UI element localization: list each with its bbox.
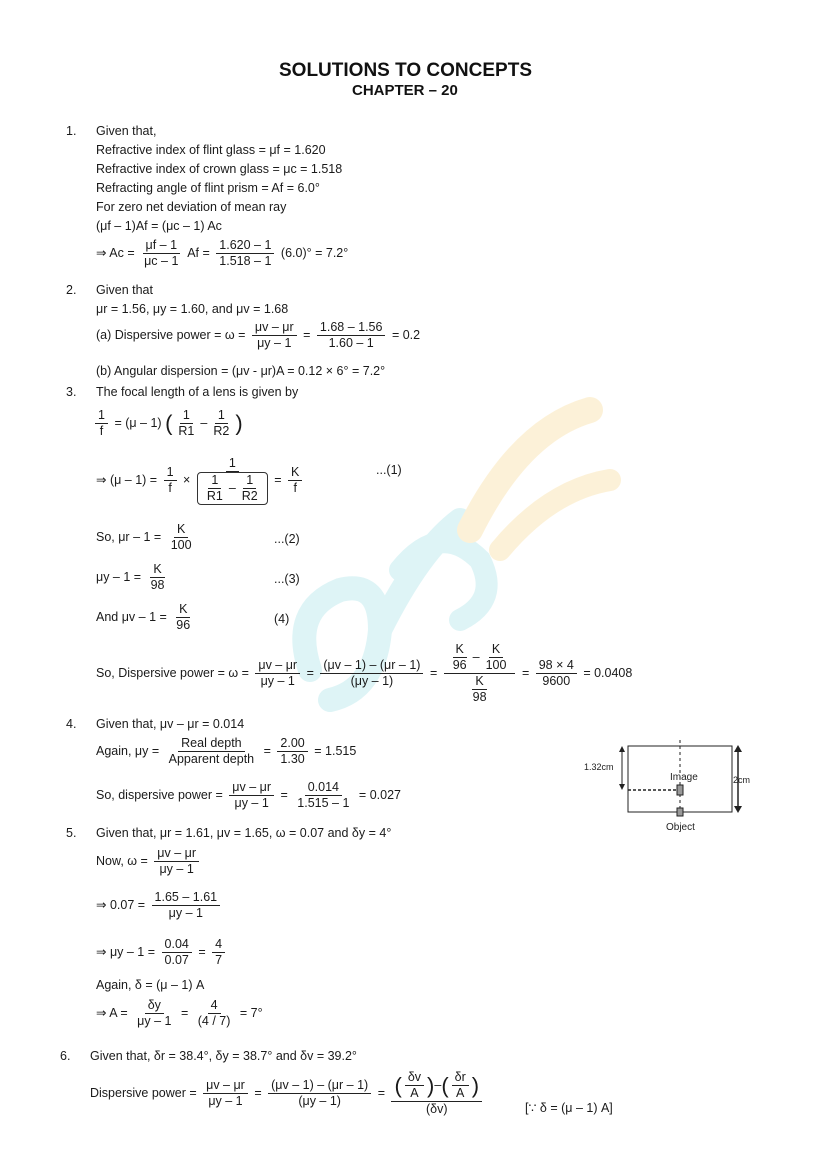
q1-line: Refracting angle of flint prism = Af = 6.0° [96, 181, 320, 195]
object-label: Object [666, 822, 695, 833]
q2-line: (b) Angular dispersion = (μv - μr)A = 0.12 × 6° = 7.2° [96, 364, 386, 378]
image-label: Image [670, 772, 698, 783]
q1-result-equation: ⇒ Ac = $\frac{\mu f - 1}{\mu c - 1}$ Af = $\frac{1.620 - 1}{1.518 - 1}$ (6.0)° = 7.2° [96, 238, 349, 268]
equation-tag: (4) [274, 612, 290, 626]
q2-dispersive-equation: (a) Dispersive power = ω = $\frac{\mu v - \mu r}{\mu y - 1}$ = $\frac{1.68 - 1.56}{1.60 - 1}$ = 0.2 [96, 320, 421, 350]
object-marker [677, 808, 683, 816]
q5-equation-3: ⇒ μy – 1 = $\frac{0.04}{0.07}$ = $\frac{4}{7}$ [96, 937, 228, 968]
equation-tag: ...(3) [274, 572, 300, 586]
q6-line: Given that, δr = 38.4°, δy = 38.7° and δv = 39.2° [90, 1049, 357, 1063]
equation-tag: ...(1) [376, 463, 402, 477]
q1-line: Given that, [96, 124, 157, 138]
q3-line: The focal length of a lens is given by [96, 385, 299, 399]
q5-equation-4: ⇒ A = $\frac{\delta y}{\mu y - 1}$ = $\frac{4}{(4 / 7)}$ = 7° [96, 998, 263, 1028]
q4-equation-1: Again, μy = $\frac{\text{Real depth}}{\text{Apparent depth}}$ = $\frac{2.00}{1.30}$ = 1.515 [96, 736, 357, 766]
depth-label: 1.32cm [584, 762, 614, 772]
q5-line: Given that, μr = 1.61, μv = 1.65, ω = 0.07 and δy = 4° [96, 826, 392, 840]
q1-line: For zero net deviation of mean ray [96, 200, 287, 214]
q6-note: [∵ δ = (μ – 1) A] [525, 1101, 613, 1115]
q4-line: Given that, μv – μr = 0.014 [96, 717, 245, 731]
chapter-title: CHAPTER – 20 [352, 82, 458, 99]
q5-line: Again, δ = (μ – 1) A [96, 978, 205, 992]
q2-line: μr = 1.56, μy = 1.60, and μv = 1.68 [96, 302, 289, 316]
page-title: SOLUTIONS TO CONCEPTS [279, 60, 533, 81]
q1-number: 1. [66, 124, 77, 138]
q3-equation-3: μy – 1 = $\frac{K}{98}$ [96, 562, 165, 592]
q3-equation-1: ⇒ (μ – 1) = $\frac{1}{f}$ × 1 $\frac{1}{R1}$ – $\frac{1}{R2}$ = $\frac{K}{f}$ [96, 456, 305, 505]
q6-equation: Dispersive power = $\frac{\mu v - \mu r}{\mu y - 1}$ = $\frac{(\mu v - 1) - (\mu r - 1)}{(\mu y - 1)}$ = ( $\frac{\delta v}{A}$ )–( $\frac{\delta r}{A}$ ) (δv) [90, 1070, 485, 1117]
q3-number: 3. [66, 385, 77, 399]
q3-dispersive-equation: So, Dispersive power = ω = $\frac{\mu v - \mu r}{\mu y - 1}$ = $\frac{(\mu v - 1) - (\mu r - 1)}{(\mu y - 1)}$ = $\frac{K}{96}$ – $\frac{K}{100}$ $\frac{K}{98}$ = $\frac{98 \times 4}{9600}$ = 0.0408 [96, 642, 633, 704]
q5-number: 5. [66, 826, 77, 840]
equation-tag: ...(2) [274, 532, 300, 546]
q2-number: 2. [66, 283, 77, 297]
q3-equation-4: And μv – 1 = $\frac{K}{96}$ [96, 602, 191, 632]
q1-line: Refractive index of flint glass = μf = 1.620 [96, 143, 326, 157]
q5-equation-1: Now, ω = $\frac{\mu v - \mu r}{\mu y - 1}$ [96, 846, 202, 877]
q4-equation-2: So, dispersive power = $\frac{\mu v - \mu r}{\mu y - 1}$ = $\frac{0.014}{1.515 - 1}$ = 0.027 [96, 780, 401, 810]
depth-diagram [580, 740, 770, 840]
image-marker [677, 785, 683, 795]
q5-equation-2: ⇒ 0.07 = $\frac{1.65 - 1.61}{\mu y - 1}$ [96, 890, 223, 921]
q3-lens-equation: $\frac{1}{f}$ = (μ – 1) ( $\frac{1}{R1}$ – $\frac{1}{R2}$ ) [92, 408, 243, 439]
q2-line: Given that [96, 283, 153, 297]
q1-line: Refractive index of crown glass = μc = 1.518 [96, 162, 343, 176]
q4-number: 4. [66, 717, 77, 731]
q6-number: 6. [60, 1049, 71, 1063]
height-label: 2cm [733, 775, 751, 785]
q3-equation-2: So, μr – 1 = $\frac{K}{100}$ [96, 522, 192, 552]
q1-equation: (μf – 1)Af = (μc – 1) Ac [96, 219, 222, 233]
